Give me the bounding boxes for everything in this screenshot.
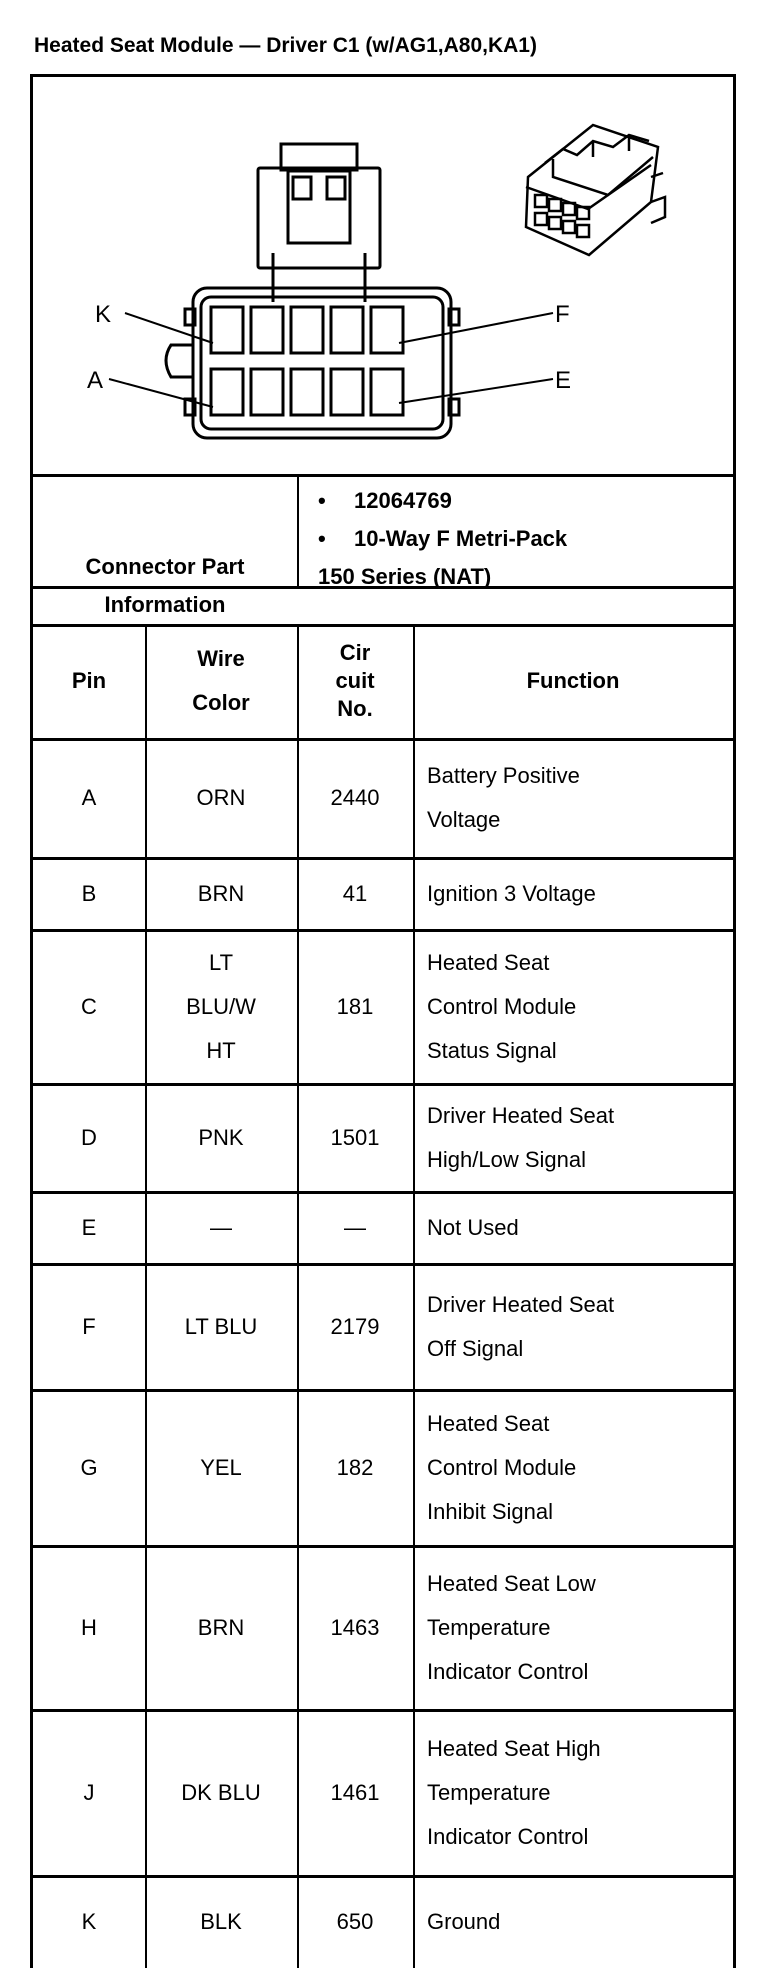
circuit-cell [297, 930, 413, 1084]
circuit-cell-line: 1463 [330, 1615, 380, 1640]
wire-color-cell-line: LT BLU [184, 1314, 258, 1339]
function-cell-line: Temperature [427, 1780, 551, 1805]
latch-outer [258, 168, 380, 268]
function-cell-line: Ground [427, 1909, 501, 1934]
pin-cell-line: H [81, 1615, 97, 1640]
wire-color-cell [145, 738, 297, 858]
wire-color-cell-line: BLU/W [186, 994, 256, 1019]
pin-cell-line: E [81, 1215, 97, 1240]
header-function-line: Function [526, 668, 620, 693]
function-cell-line: Control Module [427, 994, 577, 1019]
pin-label-f: F [555, 301, 570, 328]
circuit-cell [297, 1710, 413, 1876]
wire-color-cell-line: LT [208, 950, 234, 975]
wire-color-cell-line: DK BLU [181, 1780, 261, 1805]
pin-cell-line: G [80, 1455, 98, 1480]
function-cell-line: Inhibit Signal [427, 1499, 553, 1524]
wire-color-cell [145, 930, 297, 1084]
wire-color-cell [145, 1084, 297, 1192]
wire-color-cell [145, 1390, 297, 1546]
circuit-cell-line: 2179 [330, 1314, 380, 1339]
connector-info-list [318, 482, 567, 596]
wire-color-cell-line: — [210, 1215, 232, 1240]
pin-cell-line: K [81, 1909, 97, 1934]
function-cell-line: Off Signal [427, 1336, 524, 1361]
cavity-e [371, 369, 403, 415]
function-cell [427, 1546, 733, 1710]
circuit-cell [297, 1876, 413, 1968]
function-cell-line: Heated Seat High [427, 1736, 601, 1761]
circuit-cell-line: 2440 [330, 785, 380, 810]
function-cell [427, 1390, 733, 1546]
function-cell-line: Not Used [427, 1215, 519, 1240]
pin-label-e: E [555, 367, 572, 394]
function-cell [427, 1264, 733, 1390]
pin-cell [33, 1876, 145, 1968]
wire-color-cell-line: BLK [200, 1909, 242, 1934]
function-cell-line: Heated Seat Low [427, 1571, 596, 1596]
circuit-cell [297, 1192, 413, 1264]
pin-cell [33, 1546, 145, 1710]
function-cell-line: Ignition 3 Voltage [427, 881, 596, 906]
header-circuit-no-line: cuit [335, 668, 375, 693]
function-cell-line: Voltage [427, 807, 501, 832]
function-cell-line: Indicator Control [427, 1659, 589, 1684]
circuit-cell [297, 738, 413, 858]
function-cell-line: Control Module [427, 1455, 577, 1480]
header-wire-color [145, 624, 297, 738]
wire-color-cell [145, 858, 297, 930]
function-cell-line: Driver Heated Seat [427, 1103, 615, 1128]
pin-cell-line: A [81, 785, 97, 810]
pin-cell [33, 1710, 145, 1876]
function-cell-line: Indicator Control [427, 1824, 589, 1849]
connector-info-item: • 10-Way F Metri-Pack [318, 526, 568, 551]
wire-color-cell-line: BRN [197, 881, 245, 906]
function-cell [427, 930, 733, 1084]
function-cell-line: Status Signal [427, 1038, 557, 1063]
latch-inner [288, 171, 350, 243]
wire-color-cell-line: ORN [196, 785, 246, 810]
wire-color-cell [145, 1546, 297, 1710]
connector-info-continuation: 150 Series (NAT) [318, 564, 492, 589]
connector-diagram [33, 77, 733, 475]
function-cell [427, 858, 733, 930]
cavity-f [371, 307, 403, 353]
header-circuit-no-line: No. [337, 696, 373, 721]
wire-color-cell [145, 1876, 297, 1968]
header-wire-color-line: Color [192, 690, 250, 715]
pin-cell-line: F [82, 1314, 96, 1339]
pin-label-a: A [87, 367, 104, 394]
connector-info-label-line1: Connector Part [85, 554, 245, 579]
header-wire-color-line: Wire [197, 646, 245, 671]
cavity-a [211, 369, 243, 415]
wire-color-cell-line: BRN [197, 1615, 245, 1640]
circuit-cell-line: 650 [336, 1909, 374, 1934]
function-cell [427, 738, 733, 858]
connector-info-label [33, 548, 297, 624]
cavity-k [211, 307, 243, 353]
pin-cell [33, 738, 145, 858]
circuit-cell-line: 182 [336, 1455, 374, 1480]
column-divider [413, 624, 415, 1968]
circuit-cell-line: 1461 [330, 1780, 380, 1805]
connector-iso-view [526, 125, 665, 255]
function-cell-line: Temperature [427, 1615, 551, 1640]
pin-cell [33, 1390, 145, 1546]
circuit-cell [297, 1084, 413, 1192]
pin-cell [33, 930, 145, 1084]
wire-color-cell-line: HT [206, 1038, 236, 1063]
pin-cell [33, 1192, 145, 1264]
header-pin [33, 624, 145, 738]
header-circuit-no-line: Cir [339, 640, 371, 665]
pin-cell-line: C [81, 994, 97, 1019]
wire-color-cell-line: YEL [200, 1455, 242, 1480]
pin-cell-line: D [81, 1125, 97, 1150]
circuit-cell [297, 1390, 413, 1546]
function-cell-line: High/Low Signal [427, 1147, 586, 1172]
circuit-cell [297, 1546, 413, 1710]
wire-color-cell [145, 1264, 297, 1390]
function-cell-line: Battery Positive [427, 763, 580, 788]
function-cell [427, 1192, 733, 1264]
wire-color-cell-line: PNK [198, 1125, 244, 1150]
header-pin-line: Pin [71, 668, 107, 693]
connector-info-label-line2: Information [104, 592, 226, 617]
circuit-cell-line: 181 [336, 994, 374, 1019]
function-cell [427, 1084, 733, 1192]
circuit-cell-line: 1501 [330, 1125, 380, 1150]
pin-cell-line: J [83, 1780, 95, 1805]
pin-cell [33, 1084, 145, 1192]
wire-color-cell [145, 1710, 297, 1876]
header-circuit-no [297, 624, 413, 738]
circuit-cell [297, 1264, 413, 1390]
page-title: Heated Seat Module — Driver C1 (w/AG1,A80,KA1) [34, 34, 537, 57]
circuit-cell-line: — [344, 1215, 366, 1240]
function-cell [427, 1710, 733, 1876]
wire-color-cell [145, 1192, 297, 1264]
pin-cell [33, 1264, 145, 1390]
pin-label-k: K [95, 301, 112, 328]
connector-info-item: • 12064769 [318, 488, 452, 513]
function-cell-line: Heated Seat [427, 950, 550, 975]
latch-top [281, 144, 357, 170]
pin-cell-line: B [81, 881, 97, 906]
function-cell-line: Driver Heated Seat [427, 1292, 615, 1317]
circuit-cell [297, 858, 413, 930]
function-cell-line: Heated Seat [427, 1411, 550, 1436]
function-cell [427, 1876, 733, 1968]
circuit-cell-line: 41 [342, 881, 368, 906]
header-function [413, 624, 733, 738]
pin-cell [33, 858, 145, 930]
